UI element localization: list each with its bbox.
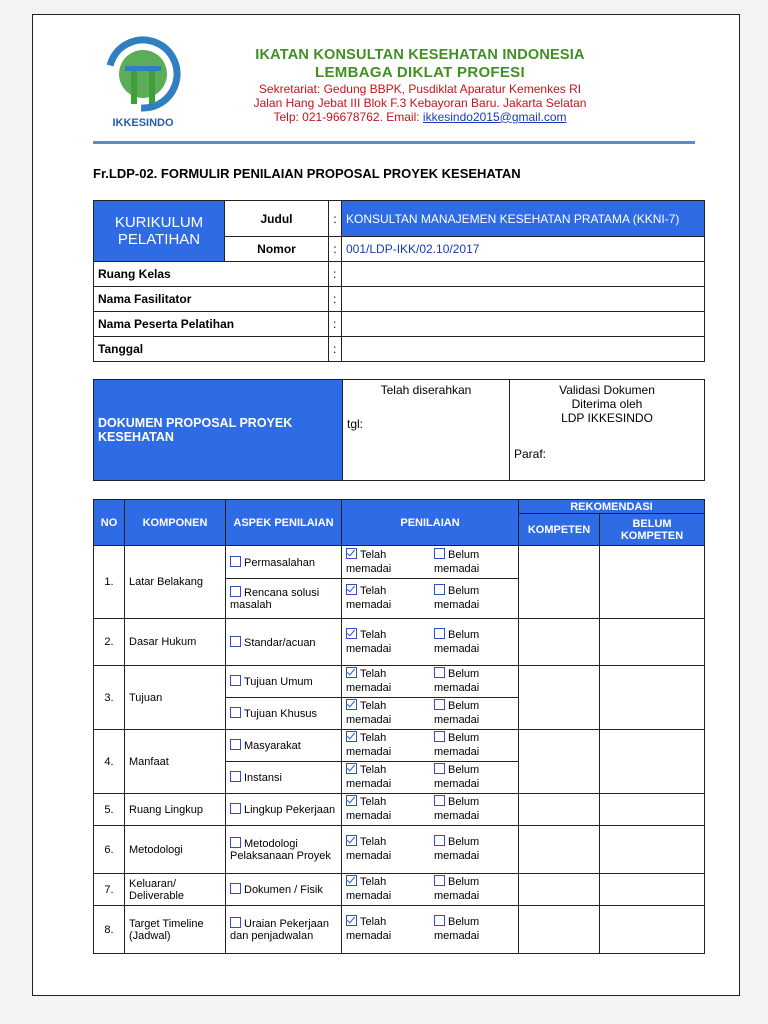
- col-aspek: ASPEK PENILAIAN: [226, 500, 342, 546]
- row-komponen: Dasar Hukum: [125, 619, 226, 666]
- row-komponen: Manfaat: [125, 730, 226, 794]
- checked-icon[interactable]: [346, 548, 357, 559]
- belum-kompeten-cell[interactable]: [600, 546, 705, 619]
- checkbox-icon[interactable]: [434, 667, 445, 678]
- ldp-label: LDP IKKESINDO: [561, 411, 653, 425]
- peserta-field[interactable]: [342, 312, 705, 337]
- colon: :: [329, 337, 342, 362]
- row-no: 8.: [94, 906, 125, 954]
- penilaian-cell: Telah memadai Belum memadai: [342, 546, 519, 579]
- col-rekomendasi: REKOMENDASI: [519, 500, 705, 514]
- dokumen-label: DOKUMEN PROPOSAL PROYEK KESEHATAN: [94, 380, 343, 481]
- svg-text:IKKESINDO: IKKESINDO: [112, 117, 174, 129]
- row-komponen: Ruang Lingkup: [125, 794, 226, 826]
- checkbox-icon[interactable]: [434, 628, 445, 639]
- col-no: NO: [94, 500, 125, 546]
- belum-kompeten-cell[interactable]: [600, 619, 705, 666]
- checkbox-icon[interactable]: [434, 835, 445, 846]
- colon: :: [329, 287, 342, 312]
- row-komponen: Latar Belakang: [125, 546, 226, 619]
- checkbox-icon[interactable]: [230, 586, 241, 597]
- checkbox-icon[interactable]: [230, 707, 241, 718]
- contact-line: Telp: 021-96678762. Email: ikkesindo2015@gmail.com: [273, 109, 567, 124]
- kompeten-cell[interactable]: [519, 826, 600, 874]
- checked-icon[interactable]: [346, 731, 357, 742]
- judul-value: KONSULTAN MANAJEMEN KESEHATAN PRATAMA (KKNI-7): [342, 201, 705, 237]
- colon: :: [329, 312, 342, 337]
- penilaian-cell: Telah memadai Belum memadai: [342, 794, 519, 826]
- checked-icon[interactable]: [346, 835, 357, 846]
- belum-kompeten-cell[interactable]: [600, 826, 705, 874]
- ruang-kelas-field[interactable]: [342, 262, 705, 287]
- row-no: 5.: [94, 794, 125, 826]
- col-kompeten: KOMPETEN: [519, 514, 600, 546]
- colon: :: [329, 262, 342, 287]
- row-no: 2.: [94, 619, 125, 666]
- checked-icon[interactable]: [346, 628, 357, 639]
- judul-label: Judul: [225, 201, 329, 237]
- checkbox-icon[interactable]: [434, 548, 445, 559]
- peserta-label: Nama Peserta Pelatihan: [94, 312, 329, 337]
- checked-icon[interactable]: [346, 667, 357, 678]
- checkbox-icon[interactable]: [230, 556, 241, 567]
- letterhead: [210, 47, 630, 124]
- row-komponen: Target Timeline (Jadwal): [125, 906, 226, 954]
- fasilitator-label: Nama Fasilitator: [94, 287, 329, 312]
- belum-kompeten-cell[interactable]: [600, 906, 705, 954]
- col-belum-kompeten: BELUM KOMPETEN: [600, 514, 705, 546]
- colon: :: [329, 201, 342, 237]
- kompeten-cell[interactable]: [519, 730, 600, 794]
- checkbox-icon[interactable]: [230, 636, 241, 647]
- kompeten-cell[interactable]: [519, 906, 600, 954]
- kompeten-cell[interactable]: [519, 666, 600, 730]
- checkbox-icon[interactable]: [434, 875, 445, 886]
- checked-icon[interactable]: [346, 763, 357, 774]
- nomor-value: 001/LDP-IKK/02.10/2017: [342, 237, 705, 262]
- checked-icon[interactable]: [346, 795, 357, 806]
- tanggal-field[interactable]: [342, 337, 705, 362]
- checked-icon[interactable]: [346, 699, 357, 710]
- penilaian-cell: Telah memadai Belum memadai: [342, 698, 519, 730]
- validasi-cell[interactable]: [510, 380, 705, 481]
- penilaian-cell: Telah memadai Belum memadai: [342, 762, 519, 794]
- row-no: 7.: [94, 874, 125, 906]
- kurikulum-cell: KURIKULUM PELATIHAN: [94, 201, 225, 262]
- penilaian-cell: Telah memadai Belum memadai: [342, 579, 519, 619]
- checkbox-icon[interactable]: [230, 675, 241, 686]
- penilaian-cell: Telah memadai Belum memadai: [342, 619, 519, 666]
- aspek-cell[interactable]: Dokumen / Fisik: [226, 874, 342, 906]
- penilaian-cell: Telah memadai Belum memadai: [342, 906, 519, 954]
- aspek-cell[interactable]: Uraian Pekerjaan dan penjadwalan: [226, 906, 342, 954]
- row-komponen: Keluaran/ Deliverable: [125, 874, 226, 906]
- aspek-cell[interactable]: Masyarakat: [226, 730, 342, 762]
- checkbox-icon[interactable]: [230, 803, 241, 814]
- col-komponen: KOMPONEN: [125, 500, 226, 546]
- checkbox-icon[interactable]: [434, 763, 445, 774]
- fasilitator-field[interactable]: [342, 287, 705, 312]
- row-komponen: Tujuan: [125, 666, 226, 730]
- aspek-cell[interactable]: Permasalahan: [226, 546, 342, 579]
- telah-label: Telah diserahkan: [380, 383, 472, 397]
- penilaian-cell: Telah memadai Belum memadai: [342, 826, 519, 874]
- aspek-cell[interactable]: Tujuan Umum: [226, 666, 342, 698]
- checked-icon[interactable]: [346, 915, 357, 926]
- ikkesindo-logo: [88, 30, 198, 140]
- aspek-cell[interactable]: Lingkup Pekerjaan: [226, 794, 342, 826]
- belum-kompeten-cell[interactable]: [600, 874, 705, 906]
- row-no: 1.: [94, 546, 125, 619]
- checkbox-icon[interactable]: [434, 915, 445, 926]
- penilaian-cell: Telah memadai Belum memadai: [342, 666, 519, 698]
- dept-name: LEMBAGA DIKLAT PROFESI: [315, 63, 525, 81]
- checkbox-icon[interactable]: [230, 739, 241, 750]
- aspek-cell[interactable]: Instansi: [226, 762, 342, 794]
- kompeten-cell[interactable]: [519, 546, 600, 619]
- colon: :: [329, 237, 342, 262]
- checked-icon[interactable]: [346, 584, 357, 595]
- checkbox-icon[interactable]: [434, 795, 445, 806]
- aspek-cell[interactable]: Standar/acuan: [226, 619, 342, 666]
- kompeten-cell[interactable]: [519, 874, 600, 906]
- belum-kompeten-cell[interactable]: [600, 794, 705, 826]
- aspek-cell[interactable]: Tujuan Khusus: [226, 698, 342, 730]
- org-name: IKATAN KONSULTAN KESEHATAN INDONESIA: [255, 47, 585, 63]
- nomor-label: Nomor: [225, 237, 329, 262]
- checkbox-icon[interactable]: [434, 699, 445, 710]
- validasi-label: Validasi Dokumen Diterima oleh: [559, 383, 655, 411]
- penilaian-cell: Telah memadai Belum memadai: [342, 730, 519, 762]
- aspek-cell[interactable]: Metodologi Pelaksanaan Proyek: [226, 826, 342, 874]
- belum-kompeten-cell[interactable]: [600, 666, 705, 730]
- address-line-2: Jalan Hang Jebat III Blok F.3 Kebayoran Baru. Jakarta Selatan: [253, 95, 587, 110]
- checkbox-icon[interactable]: [434, 731, 445, 742]
- header-rule: [93, 141, 695, 144]
- checkbox-icon[interactable]: [230, 771, 241, 782]
- form-title: Fr.LDP-02. FORMULIR PENILAIAN PROPOSAL PROYEK KESEHATAN: [93, 166, 521, 181]
- info-table: [93, 200, 705, 362]
- penilaian-cell: Telah memadai Belum memadai: [342, 874, 519, 906]
- tanggal-label: Tanggal: [94, 337, 329, 362]
- kompeten-cell[interactable]: [519, 794, 600, 826]
- assessment-table: [93, 499, 705, 954]
- row-komponen: Metodologi: [125, 826, 226, 874]
- kompeten-cell[interactable]: [519, 619, 600, 666]
- tgl-label: tgl:: [347, 417, 364, 431]
- address-line-1: Sekretariat: Gedung BBPK, Pusdiklat Aparatur Kemenkes RI: [258, 81, 582, 96]
- checkbox-icon[interactable]: [230, 837, 241, 848]
- dokumen-table: [93, 379, 705, 481]
- col-penilaian: PENILAIAN: [342, 500, 519, 546]
- aspek-cell[interactable]: Rencana solusi masalah: [226, 579, 342, 619]
- row-no: 3.: [94, 666, 125, 730]
- row-no: 6.: [94, 826, 125, 874]
- checkbox-icon[interactable]: [230, 917, 241, 928]
- checked-icon[interactable]: [346, 875, 357, 886]
- email-link[interactable]: ikkesindo2015@gmail.com: [422, 109, 567, 124]
- ruang-kelas-label: Ruang Kelas: [94, 262, 329, 287]
- belum-kompeten-cell[interactable]: [600, 730, 705, 794]
- telah-diserahkan-cell[interactable]: [343, 380, 510, 481]
- row-no: 4.: [94, 730, 125, 794]
- paraf-label: Paraf:: [514, 447, 547, 461]
- checkbox-icon[interactable]: [434, 584, 445, 595]
- checkbox-icon[interactable]: [230, 883, 241, 894]
